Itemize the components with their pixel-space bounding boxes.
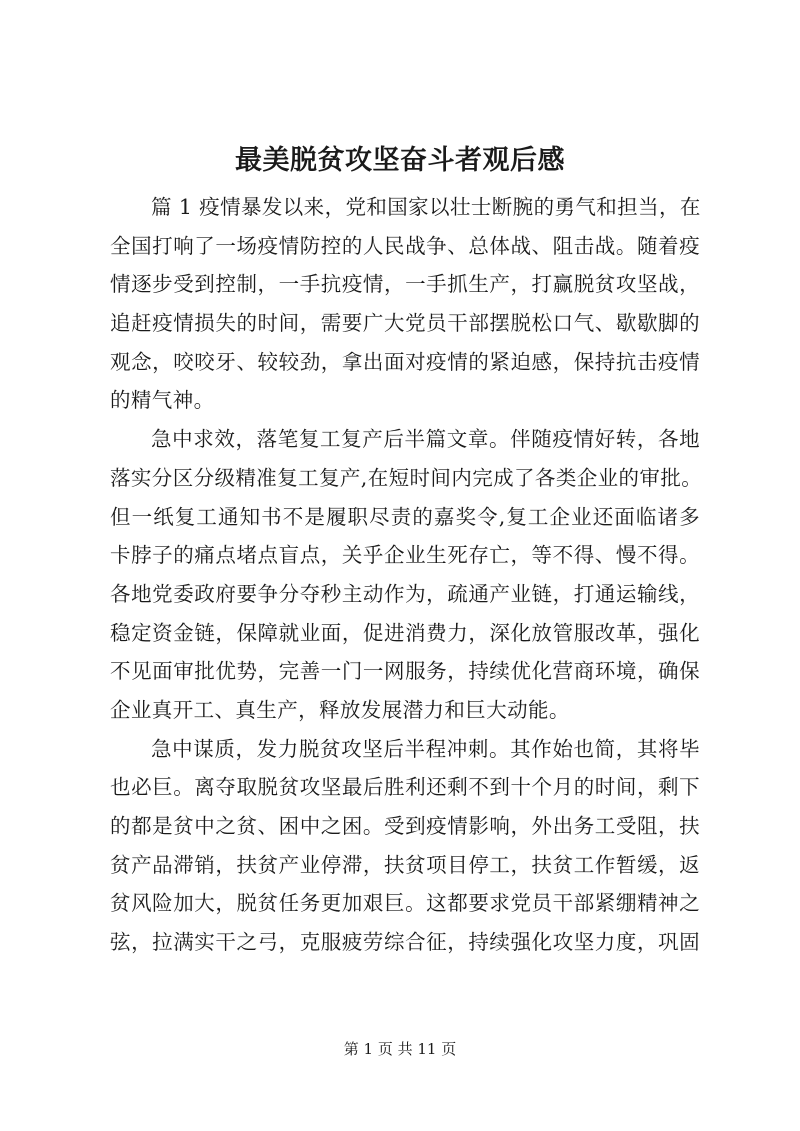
paragraph-1-line-2: 全国打响了一场疫情防控的人民战争、总体战、阻击战。随着疫 (110, 233, 700, 258)
paragraph-2-line-5: 各地党委政府要争分夺秒主动作为，疏通产业链，打通运输线， (110, 581, 700, 606)
paragraph-1-line-6: 的精气神。 (110, 388, 215, 413)
paragraph-3-line-1: 急中谋质，发力脱贫攻坚后半程冲刺。其作始也简，其将毕 (151, 736, 700, 761)
paragraph-2-line-3: 但一纸复工通知书不是履职尽责的嘉奖令,复工企业还面临诸多 (110, 504, 700, 529)
paragraph-3-line-5: 贫风险加大，脱贫任务更加艰巨。这都要求党员干部紧绷精神之 (110, 891, 700, 916)
paragraph-1-line-4: 追赶疫情损失的时间，需要广大党员干部摆脱松口气、歇歇脚的 (110, 311, 700, 336)
paragraph-3-line-3: 的都是贫中之贫、困中之困。受到疫情影响，外出务工受阻，扶 (110, 814, 700, 838)
paragraph-2-line-7: 不见面审批优势，完善一门一网服务，持续优化营商环境，确保 (110, 659, 700, 684)
page-number: 第 1 页 共 11 页 (343, 1040, 457, 1058)
paragraph-2-line-2: 落实分区分级精准复工复产,在短时间内完成了各类企业的审批。 (110, 465, 703, 490)
document-title: 最美脱贫攻坚奋斗者观后感 (235, 145, 565, 176)
paragraph-3-line-6: 弦，拉满实干之弓，克服疲劳综合征，持续强化攻坚力度，巩固 (110, 930, 700, 955)
paragraph-3-line-2: 也必巨。离夺取脱贫攻坚最后胜利还剩不到十个月的时间，剩下 (110, 775, 700, 800)
paragraph-3-line-4: 贫产品滞销，扶贫产业停滞，扶贫项目停工，扶贫工作暂缓，返 (110, 852, 700, 877)
document-body (110, 188, 703, 962)
paragraph-1-line-5: 观念，咬咬牙、较较劲，拿出面对疫情的紧迫感，保持抗击疫情 (110, 349, 700, 374)
paragraph-2-line-6: 稳定资金链，保障就业面，促进消费力，深化放管服改革，强化 (110, 620, 700, 645)
paragraph-1-line-1: 篇 1 疫情暴发以来，党和国家以壮士断腕的勇气和担当，在 (151, 195, 701, 219)
paragraph-2-line-4: 卡脖子的痛点堵点盲点，关乎企业生死存亡，等不得、慢不得。 (110, 543, 700, 568)
paragraph-2-line-8: 企业真开工、真生产，释放发展潜力和巨大动能。 (110, 697, 570, 722)
paragraph-1-line-3: 情逐步受到控制，一手抗疫情，一手抓生产，打赢脱贫攻坚战， (110, 272, 700, 297)
paragraph-2-line-1: 急中求效，落笔复工复产后半篇文章。伴随疫情好转，各地 (151, 427, 700, 452)
